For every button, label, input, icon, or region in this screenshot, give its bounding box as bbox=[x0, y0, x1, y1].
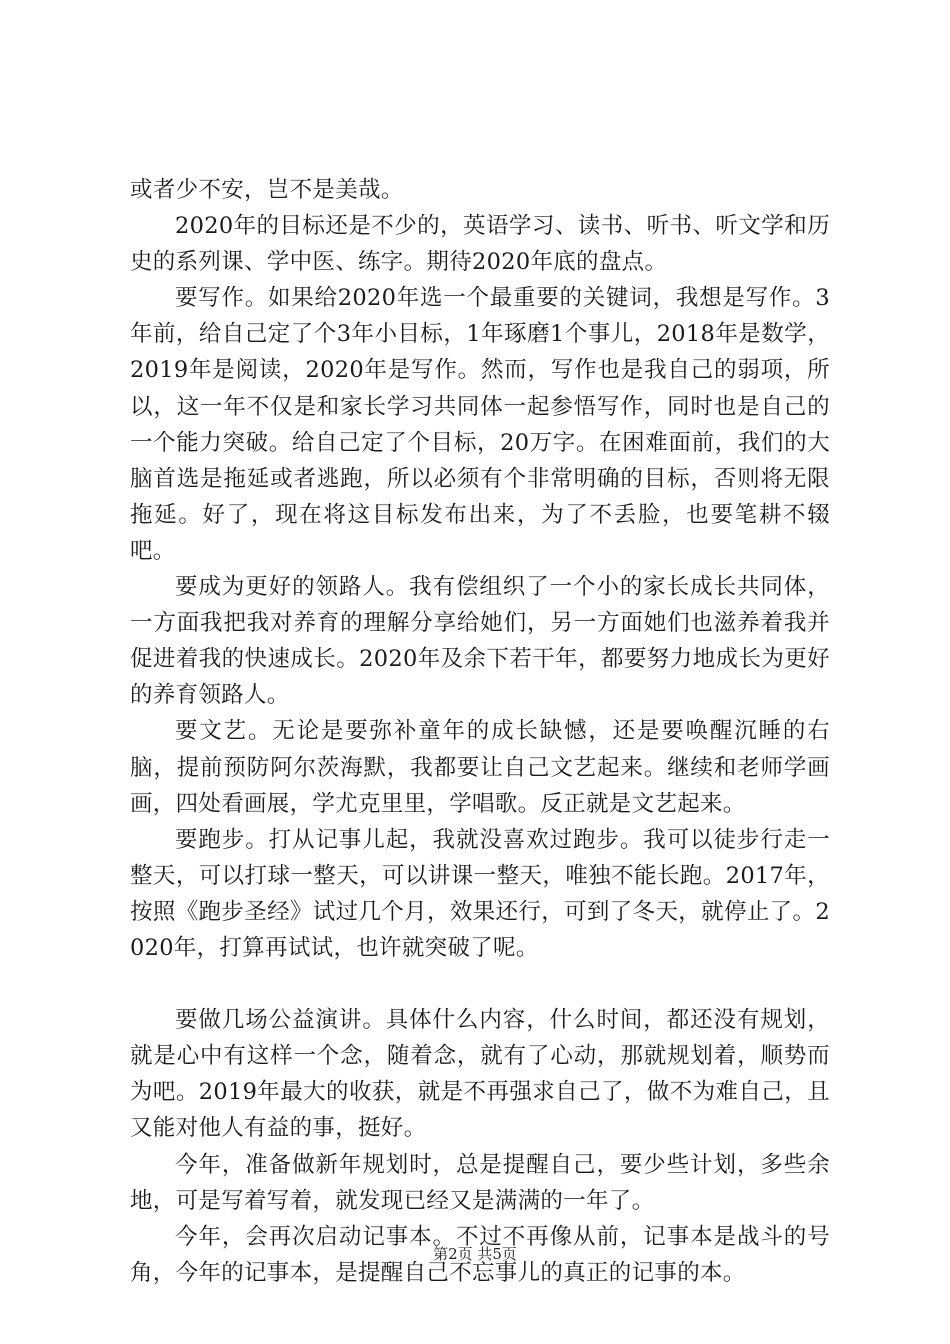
page-number: 第2页 共5页 bbox=[433, 1245, 517, 1263]
page-footer bbox=[0, 1244, 950, 1264]
paragraph-leader: 要成为更好的领路人。我有偿组织了一个小的家长成长共同体，一方面我把我对养育的理解分享给她们，另一方面她们也滋养着我并促进着我的快速成长。2020年及余下若干年，都要努力地成长为更好的养育领路人。 bbox=[130, 574, 830, 709]
paragraph-goals: 2020年的目标还是不少的，英语学习、读书、听书、听文学和历史的系列课、学中医、练字。期待2020年底的盘点。 bbox=[130, 213, 830, 276]
paragraph-speeches: 要做几场公益演讲。具体什么内容，什么时间，都还没有规划，就是心中有这样一个念，随着念，就有了心动，那就规划着，顺势而为吧。2019年最大的收获，就是不再强求自己了，做不为难自己，且又能对他人有益的事，挺好。 bbox=[130, 1007, 830, 1142]
paragraph-writing: 要写作。如果给2020年选一个最重要的关键词，我想是写作。3年前，给自己定了个3年小目标，1年琢磨1个事儿，2018年是数学，2019年是阅读，2020年是写作。然而，写作也是我自己的弱项，所以，这一年不仅是和家长学习共同体一起参悟写作，同时也是自己的一个能力突破。给自己定了个目标，20万字。在困难面前，我们的大脑首选是拖延或者逃跑，所以必须有个非常明确的目标，否则将无限拖延。好了，现在将这目标发布出来，为了不丢脸，也要笔耕不辍吧。 bbox=[130, 285, 830, 564]
paragraph-notebook: 今年，会再次启动记事本。不过不再像从前，记事本是战斗的号角，今年的记事本，是提醒自己不忘事儿的真正的记事的本。 bbox=[130, 1223, 830, 1286]
document-body bbox=[130, 172, 830, 1291]
blank-line bbox=[130, 966, 830, 1002]
paragraph-planning: 今年，准备做新年规划时，总是提醒自己，要少些计划，多些余地，可是写着写着，就发现已经又是满满的一年了。 bbox=[130, 1151, 830, 1214]
paragraph-running: 要跑步。打从记事儿起，我就没喜欢过跑步。我可以徒步行走一整天，可以打球一整天，可以讲课一整天，唯独不能长跑。2017年，按照《跑步圣经》试过几个月，效果还行，可到了冬天，就停止了。2020年，打算再试试，也许就突破了呢。 bbox=[130, 826, 830, 961]
paragraph-continuation: 或者少不安，岂不是美哉。 bbox=[130, 177, 404, 203]
paragraph-arts: 要文艺。无论是要弥补童年的成长缺憾，还是要唤醒沉睡的右脑，提前预防阿尔茨海默，我都要让自己文艺起来。继续和老师学画画，四处看画展，学尤克里里，学唱歌。反正就是文艺起来。 bbox=[130, 718, 830, 817]
